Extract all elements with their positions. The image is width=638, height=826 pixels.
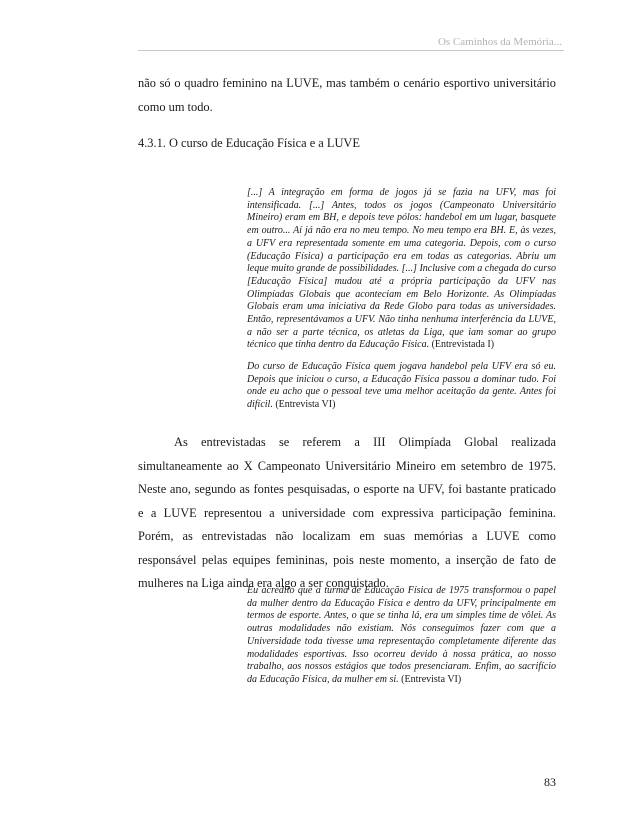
block-quote-2 — [247, 361, 556, 412]
quote-text: Do curso de Educação Física quem jogava handebol pela UFV era só eu. Depois que iniciou o curso, a Educação Física passou a dominar tudo. Foi onde eu acho que o pessoal teve uma melhor aceitação da gente. Antes foi difícil. — [247, 361, 556, 411]
continuation-paragraph: não só o quadro feminino na LUVE, mas também o cenário esportivo universitário como um todo. — [138, 76, 556, 114]
block-quote-3 — [247, 585, 556, 687]
main-paragraph: As entrevistadas se referem a III Olimpíada Global realizada simultaneamente ao X Campeonato Universitário Mineiro em setembro de 1975. Neste ano, segundo as fontes pesquisadas, o esporte na UFV, foi bastante praticado e a LUVE representou a universidade com expressiva participação feminina. Porém, as entrevistadas não localizam em suas memórias a LUVE como responsável pelas equipes femininas, pois neste momento, a inserção de fato de mulheres na Liga ainda era algo a ser conquistado. — [138, 435, 556, 590]
running-header: Os Caminhos da Memória... — [437, 36, 562, 48]
header-rule — [138, 50, 564, 51]
quote-text: Eu acredito que a turma de Educação Física de 1975 transformou o papel da mulher dentro da Educação Física e dentro da UFV, principalmente em termos de esporte. Antes, o que se tinha lá, era um simples time de vôlei. As outras modalidades não existiam. Nós conseguimos fazer com que a Universidade toda tivesse uma representação completamente diferente das modalidades esportivas. Isso ocorreu devido à nossa prática, ao nosso trabalho, aos nossos estágios que todos presenciaram. Enfim, ao sacrifício da Educação Física, da mulher em si. — [247, 585, 556, 685]
block-quote-1 — [247, 187, 556, 352]
page-number: 83 — [544, 775, 556, 789]
quote-text: [...] A integração em forma de jogos já se fazia na UFV, mas foi intensificada. [...] Antes, todos os jogos (Campeonato Universitário Mineiro) eram em BH, e depois teve pólos: handebol em um lugar, basquete em outro... Aí já não era no meu tempo. No meu tempo era BH. E, às vezes, a UFV era representada somente em uma categoria. Depois, com o curso (Educação Física) a participação era em todas as categorias. Abriu um leque muito grande de possibilidades. [...] Inclusive com a chegada do curso [Educação Física] mudou até a própria participação da UFV nas Olimpíadas Globais que aconteciam em Belo Horizonte. As Olimpíadas Globais eram uma iniciativa da Rede Globo para todas as universidades. Então, representávamos a UFV. Não tinha nenhuma interferência da LUVE, a não ser a parte técnica, os atletas da Liga, que iam somar ao grupo técnico que tinha dentro da Educação Física. — [247, 187, 556, 351]
quote-source: (Entrevistada I) — [431, 339, 495, 351]
quote-source: (Entrevista VI) — [275, 399, 336, 411]
quote-source: (Entrevista VI) — [401, 673, 462, 685]
section-heading: 4.3.1. O curso de Educação Física e a LUVE — [138, 136, 360, 150]
